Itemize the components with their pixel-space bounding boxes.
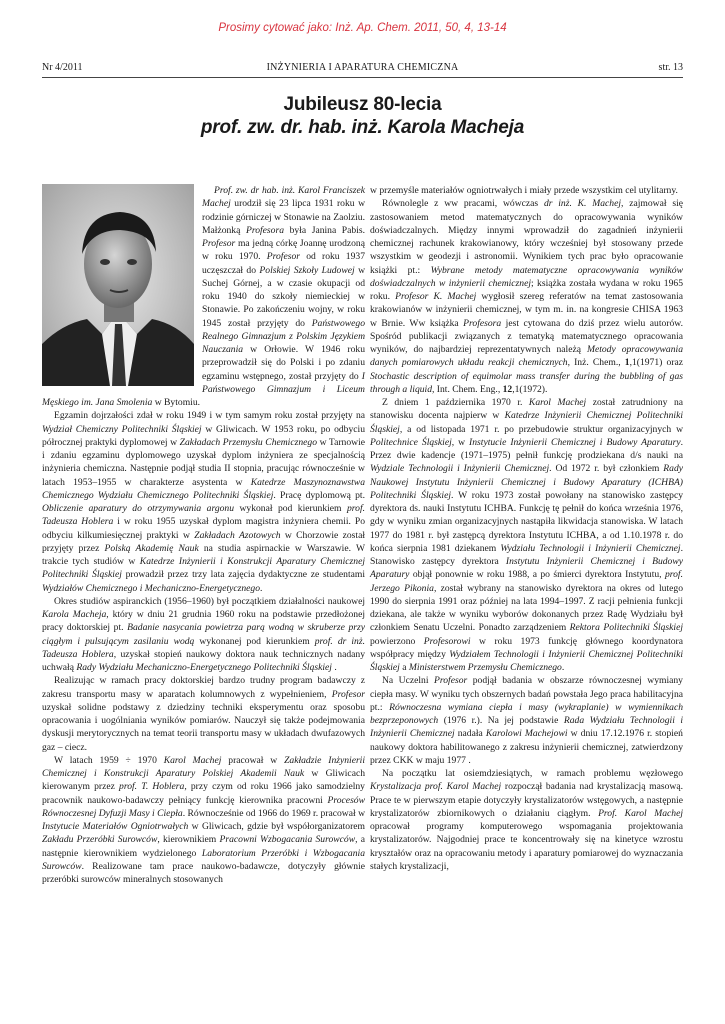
body-text: Na Uczelni — [382, 675, 435, 687]
italic-text: dr inż. K. Machej, — [543, 198, 624, 210]
body-text: ; książka została wydana w roku 1965 roku. — [370, 277, 683, 302]
italic-text: Karol Machej — [163, 754, 222, 766]
body-text: Z dniem 1 października 1970 r. — [382, 397, 529, 408]
italic-text: Profesorowi — [423, 635, 471, 647]
body-text: a — [399, 662, 409, 673]
article-title — [0, 93, 725, 139]
italic-text: Polskiej Szkoły Ludowej — [259, 264, 355, 276]
body-text: była Janina Pabis. — [284, 224, 365, 236]
bold-text: 12 — [502, 383, 513, 395]
italic-text: Wydziału Technologii i Inżynierii Chemicznej — [500, 542, 681, 554]
italic-text: prof. Jerzego Pikonia — [370, 569, 683, 594]
body-text: , w — [451, 436, 470, 448]
body-text: opracował programy komputerowego wspomagania projektowania krystalizatorów. Najgodniej prace te koncentrowały się na kinetyce wzrostu kryształów oraz na opracowaniu metody i aparatury pomiarowej do wyznaczania stałych krystalizacji, — [370, 821, 683, 872]
body-text: nadała — [454, 728, 486, 740]
italic-text: Instytutu Inżynierii Chemicznej i Budowy Aparatury — [370, 556, 683, 581]
paragraph — [370, 674, 683, 767]
italic-text: Karola Macheja — [42, 609, 107, 620]
italic-text: Profesor — [266, 251, 300, 263]
body-text: , kierownikiem — [157, 834, 220, 846]
body-text: Egzamin dojrzałości zdał w roku 1949 i w tym samym roku został przyjęty na — [54, 410, 365, 422]
italic-text: Profesora — [463, 317, 502, 329]
italic-text: Zakładzie Inżynierii Chemicznej i Konstrukcji Aparatury Polskiej Akademii Nauk — [42, 754, 366, 779]
body-text: ,1(1971) oraz — [629, 357, 683, 369]
bold-text: 1 — [624, 357, 630, 369]
body-text: Int. Chem. Eng., — [434, 383, 503, 395]
italic-text: Wydziałów Chemicznego i Mechaniczno-Energetycznego — [42, 582, 261, 594]
body-text: Na początku lat osiemdziesiątych, w ramach problemu węzłowego — [382, 768, 683, 779]
italic-text: Profesor K. Machej — [395, 291, 477, 302]
body-text: . Równocześnie od 1966 do 1969 r. pracował w — [182, 807, 365, 819]
italic-text: Katedrze Inżynierii i Konstrukcji Aparatury Chemicznej Politechniki Śląskiej — [42, 556, 365, 581]
issue-number: Nr 4/2011 — [42, 62, 83, 73]
italic-text: Krystalizacja prof. Karol Machej — [370, 781, 502, 793]
body-text: w Chorzowie został przyjęty przez — [42, 529, 365, 554]
italic-text: Karol Machej — [528, 397, 587, 408]
italic-text: Instytucie Materiałów Ogniotrwałych — [42, 821, 189, 832]
body-text: . Od 1972 r. był członkiem — [549, 463, 664, 475]
running-header — [42, 62, 683, 78]
body-text: w przemyśle materiałów ogniotrwałych i miały przede wszystkim cel utylitarny. — [370, 185, 678, 196]
italic-text: I Państwowego Gimnazjum i Liceum Męskiego im. Jana Smolenia — [42, 370, 365, 408]
body-text: w Bytomiu. — [152, 397, 201, 408]
italic-text: Zakładach Azotowych — [194, 529, 281, 541]
body-text: Realizując w ramach pracy doktorskiej bardzo trudny program badawczy z zakresu transportu masy w aparatach kolumnowych z wypełnieniem, — [42, 675, 365, 700]
column-right-body — [370, 184, 683, 873]
body-text: podjął badania w obszarze równoczesnej wymiany ciepła masy. W wyniku tych obszernych badań powstała Jego praca habilitacyjna pt.: — [370, 675, 683, 713]
italic-text: Państwowego Realnego Gimnazjum z Polskim Językiem Nauczania — [202, 317, 365, 355]
body-text: . — [561, 662, 565, 673]
paragraph — [370, 197, 683, 396]
body-text: , a od listopada 1971 r. po przebudowie struktur organizacyjnych w — [399, 423, 683, 435]
body-text: w Suchej Górnej, a w czasie okupacji od roku 1940 do szkoły niemieckiej w Stonawie. Po zakończeniu wojny, w roku 1945 został przyjęty do — [202, 264, 365, 329]
body-text: jest cytowana do dziś przez wielu autorów. Spośród publikacji związanych z tematyką matematycznego opracowania wyników, do najbardziej reprezentatywnych należą — [370, 317, 683, 355]
citation-note: Prosimy cytować jako: Inż. Ap. Chem. 2011, 50, 4, 13-14 — [218, 22, 507, 34]
page-number: str. 13 — [658, 62, 683, 73]
paragraph — [370, 767, 683, 873]
italic-text: Laboratorium Przeróbki i Wzbogacania Surowców — [42, 847, 365, 872]
italic-text: Obliczenie aparatury do otrzymywania argonu — [42, 503, 235, 514]
italic-text: Procesów Równoczesnej Dyfuzji Masy i Ciepła — [42, 794, 365, 819]
body-text: w Gliwicach. W 1953 roku, po odbyciu półrocznej praktyki dyplomowej w — [42, 423, 365, 448]
body-text: objął ponownie w roku 1988, a po śmierci dyrektora Instytutu, — [409, 569, 665, 581]
body-text: , a następnie kierownikiem wydzielonego — [42, 834, 365, 859]
italic-text: Prof. zw. dr hab. inż. Karol Franciszek Machej — [202, 185, 365, 210]
paragraph — [42, 595, 365, 675]
body-text: , przy czym od roku 1966 jako samodzielny pracownik naukowo-badawczy pełniący funkcję kierownika pracowni — [42, 781, 365, 806]
body-text: w Tarnowie i zdaniu egzaminu dyplomowego uzyskał dyplom inżyniera ze specjalnością inżynieria chemiczna. Następnie podjął studia II stopnia, pracując równocześnie w latach 1953–1955 w charakterze asystenta w — [42, 436, 365, 488]
italic-text: Profesor — [202, 238, 236, 249]
body-text: został zatrudniony na stanowisku docenta najpierw w — [370, 397, 683, 422]
italic-text: Stochastic description of equimolar mass transfer during the bubbling of gas through a liquid, — [370, 370, 683, 395]
body-text: ma jedną córkę Joannę urodzoną w roku 1970. — [202, 238, 365, 263]
body-text: , uzyskał stopień naukowy doktora nauk technicznych nadany uchwałą — [42, 648, 365, 673]
italic-text: Rada Wydziału Technologii i Inżynierii Chemicznej — [370, 715, 684, 740]
italic-text: prof. Tadeusza Hoblera — [42, 503, 366, 528]
italic-text: Katedrze Maszynoznawstwa Chemicznego Wydziału Chemicznego Politechniki Śląskiej — [42, 476, 366, 501]
body-text: W latach 1959 ÷ 1970 — [54, 754, 164, 766]
title-line-2: prof. zw. dr. hab. inż. Karola Macheja — [200, 117, 525, 138]
italic-text: Rady Naukowej Instytutu Inżynierii Chemicznej i Budowy Aparatury (ICHBA) Politechniki Śląskiej — [370, 463, 684, 501]
text-column-left — [42, 184, 365, 886]
body-text: , Inż. Chem., — [567, 357, 625, 369]
italic-text: Katedrze Inżynierii Chemicznej Politechniki Śląskiej — [370, 410, 683, 435]
body-text: Równolegle z ww pracami, wówczas — [382, 198, 544, 210]
body-text: . W roku 1973 został powołany na stanowisko zastępcy dyrektora ds. nauki Instytutu ICHBA. Funkcję tę pełnił do końca września 1976, gdy w wyniku zmian organizacyjnych nastąpiła likwidacja stanowiska. W latach 1977 do 1981 r. był zastępcą dyrektora Instytutu ICHBA, a od 1.10.1978 r. do końca sierpnia 1981 dziekanem — [370, 489, 683, 554]
body-text: powierzono — [370, 635, 424, 647]
paragraph — [42, 409, 365, 595]
body-text: , który w dniu 21 grudnia 1960 roku na podstawie przedłożonej pracy doktorskiej pt. — [42, 609, 365, 634]
italic-text: Politechnice Śląskiej — [370, 436, 452, 448]
body-text: i w roku 1955 uzyskał dyplom magistra inżyniera chemii. Po odbyciu kilkumiesięcznej praktyki w — [42, 516, 365, 541]
title-line-1: Jubileusz 80-lecia — [283, 94, 442, 115]
journal-name: INŻYNIERIA I APARATURA CHEMICZNA — [266, 62, 459, 73]
body-text: w Orłowie. W 1946 roku przeprowadził się do Polski i po zdaniu egzaminu wstępnego, został przyjęty do — [202, 344, 365, 382]
body-text: od roku 1937 uczęszczał do — [202, 251, 365, 276]
italic-text: Profesor — [331, 688, 365, 700]
paragraph — [370, 396, 683, 674]
italic-text: Rady Wydziału Mechaniczno-Energetycznego Politechniki Śląskiej — [76, 662, 332, 673]
italic-text: prof. dr inż. Tadeusza Hoblera — [42, 635, 365, 660]
body-text: urodził się 23 lipca 1931 roku w rodzinie górniczej w Stonawie na Zaolziu. Małżonką — [202, 198, 365, 236]
body-text: w Gliwicach, gdzie był współorganizatorem — [188, 821, 365, 832]
italic-text: Zakładu Przeróbki Surowców — [42, 834, 158, 846]
body-text: . Realizowane tam prace naukowo-badawcze, dotyczyły głównie przeróbki surowców mineralnych stosowanych — [42, 860, 365, 885]
paragraph — [42, 674, 365, 754]
italic-text: Instytucie Inżynierii Chemicznej i Budowy Aparatury — [469, 436, 681, 448]
italic-text: Zakładach Przemysłu Chemicznego — [179, 436, 317, 448]
italic-text: Badanie nasycania powietrza parą wodną w skruberze przy ciągłym i pulsującym zasilaniu wodą — [42, 622, 365, 647]
body-text: wygłosił szereg referatów na temat zastosowania krakowianów w inżynierii chemicznej, w tym m. in. na kongresie CHISA 1963 w Brnie. Ww książka — [370, 291, 683, 329]
italic-text: Wybrane metody matematyczne opracowywania wyników doświadczalnych w inżynierii chemicznej — [370, 264, 683, 289]
italic-text: Polską Akademię Nauk — [104, 542, 199, 554]
italic-text: Prof. Karol Machej — [598, 807, 683, 819]
italic-text: Wydziale Technologii i Inżynierii Chemicznej — [370, 463, 550, 475]
body-text: . Stanowisko zastępcy dyrektora — [370, 542, 684, 567]
body-text: . — [260, 582, 263, 594]
body-text: pracował w — [221, 754, 285, 766]
italic-text: Profesora — [245, 224, 284, 236]
italic-text: prof. T. Hoblera — [119, 781, 185, 793]
body-text: wykonał pod kierunkiem — [234, 503, 347, 514]
body-text: w dniu 17.12.1976 r. stopień naukowy doktora habilitowanego z zakresu inżynierii chemicznej, zatwierdzony przez CKK w maju 1977 . — [370, 728, 683, 766]
text-column-right — [370, 184, 683, 873]
body-text: ,1(1972). — [512, 383, 548, 395]
italic-text: Ministerstwem Przemysłu Chemicznego — [408, 662, 562, 673]
body-text: . Pracę dyplomową pt. — [273, 489, 365, 501]
body-text: . — [331, 662, 337, 673]
body-text: uzyskał solidne podstawy z dziedziny techniki eksperymentu oraz sposobu opracowania i uogólniania wyników pomiarów. Nauczył się także podejmowania dyskusji merytorycznych na temat teorii transportu masy w układach dwufazowych gaz – ciecz. — [42, 701, 365, 753]
body-text: w Gliwicach kierowanym przez — [42, 768, 366, 793]
photo-space — [42, 184, 202, 392]
italic-text: Profesor — [434, 675, 468, 687]
italic-text: Równoczesna wymiana ciepła i masy (wykraplanie) w wymiennikach bezprzeponowych — [370, 701, 683, 726]
body-text: rozpoczął badania nad krystalizacją masową. Prace te w pierwszym etapie dotyczyły krystalizatorów wstęgowych, a następnie krystalizatorów zbiornikowych o działaniu ciągłym. — [370, 781, 683, 819]
paragraph — [370, 184, 683, 197]
italic-text: Wydziałem Technologii i Inżynierii Chemicznej Politechniki Śląskiej — [370, 648, 684, 673]
body-text: Okres studiów aspiranckich (1956–1960) był początkiem działalności naukowej — [54, 595, 365, 607]
paragraph — [42, 754, 365, 887]
body-text: na studia aspirnackie w Warszawie. W trakcie tych studiów w — [42, 542, 365, 567]
body-text: zajmował się zastosowaniem metod matematycznych do opracowywania wyników doświadczalnych. Między innymi wprowadził do zagadnień inżynierii chemicznej rachunek krakowianowy, który wcześniej był stosowany przede wszystkim w geodezji i astronomii. Wynikiem tych prac było opracowanie książki pt.: — [370, 198, 683, 276]
italic-text: Metody opracowywania danych pomiarowych układu reakcji chemicznych — [370, 344, 683, 369]
body-text: w roku 1973 funkcję głównego koordynatora współpracy między — [370, 635, 683, 660]
body-text: wykonanej pod kierunkiem — [194, 635, 315, 647]
italic-text: Karolowi Machejowi — [485, 728, 568, 740]
italic-text: Rektora Politechniki Śląskiej — [569, 622, 684, 634]
italic-text: Pracowni Wzbogacania Surowców — [219, 834, 356, 846]
body-text: , został wybrany na stanowisko dyrektora na okres od lutego 1990 do sierpnia 1991 oraz później na lata 1994–1997. Z racji pełnienia funkcji dziekana, ale także w wyniku wyborów dokonanych przez Radę Wydziału był członkiem Senatu Uczelni. Ponadto zarządzeniem — [370, 582, 683, 634]
italic-text: Wydział Chemiczny Politechniki Śląskiej — [42, 423, 202, 435]
header-rule — [42, 77, 683, 78]
body-text: . Przez dwie kadencje (1971–1975) pełnił funkcję prodziekana d/s nauki na — [370, 436, 683, 461]
body-text: (1976 r.). Na jej podstawie — [438, 715, 564, 726]
body-text: prowadził przez trzy lata zajęcia dydaktyczne ze studentami — [121, 569, 366, 581]
